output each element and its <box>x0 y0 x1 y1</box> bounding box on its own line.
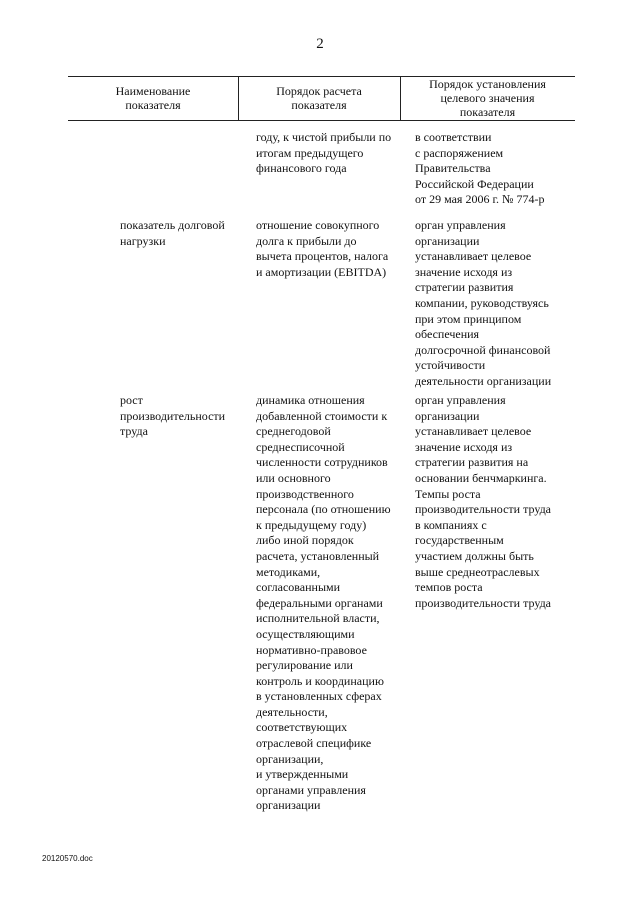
header-target-text: Порядок установления целевого значения показателя <box>429 77 546 119</box>
header-name-text: Наименование показателя <box>115 84 191 112</box>
header-calc-text: Порядок расчета показателя <box>276 84 362 112</box>
row-1-target: орган управления организации устанавливает целевое значение исходя из стратегии развития компании, руководствуясь при этом принципом обеспечения долгосрочной финансовой устойчивости деятельности организации <box>415 218 552 388</box>
row-2-target: орган управления организации устанавливает целевое значение исходя из стратегии развития на основании бенчмаркинга. Темпы роста производительности труда в компаниях с государственным участием должны быть выше среднеотраслевых темпов роста производительности труда <box>415 393 552 610</box>
document-filename: 20120570.doc <box>42 854 93 863</box>
row-0-calc: году, к чистой прибыли по итогам предыдущего финансового года <box>256 130 392 176</box>
row-1-calc: отношение совокупного долга к прибыли до вычета процентов, налога и амортизации (EBITDA) <box>256 218 389 279</box>
row-2-name: рост производительности труда <box>120 393 226 439</box>
table-header-name <box>68 80 238 116</box>
row-0-target: в соответствии с распоряжением Правительства Российской Федерации от 29 мая 2006 г. № 774-р <box>415 130 545 207</box>
page-number: 2 <box>316 36 324 52</box>
row-1-name: показатель долговой нагрузки <box>120 218 225 248</box>
table-header-target <box>400 77 575 119</box>
header-bottom-rule <box>68 120 575 121</box>
table-header-calc <box>238 80 400 116</box>
row-2-calc: динамика отношения добавленной стоимости к среднегодовой среднесписочной численности сотрудников или основного производственного персонала (по отношению к предыдущему году) либо иной порядок расчета, установленный методиками, согласованными федеральными органами исполнительной власти, осуществляющими нормативно-правовое регулирование или контроль и координацию в установленных сферах деятельности, соответствующих отраслевой специфике организации, и утвержденными органами управления организации <box>256 393 391 813</box>
